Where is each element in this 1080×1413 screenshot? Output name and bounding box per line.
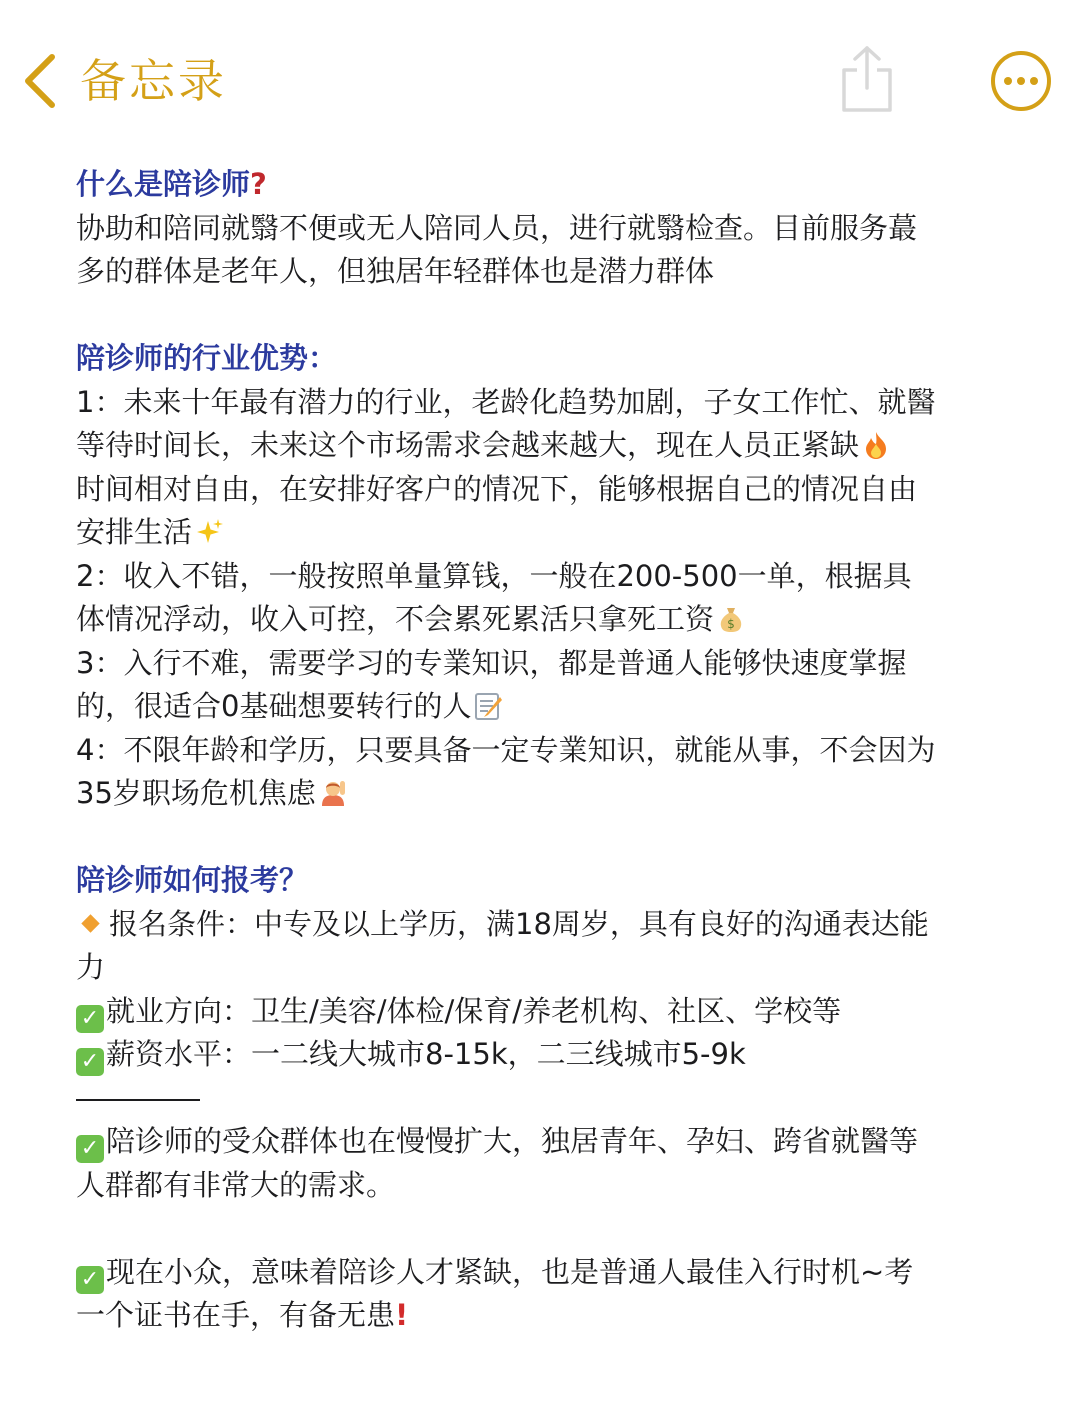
check-mark-icon: ✓ [76,1135,104,1163]
list-item: ✓ 现在小众，意味着陪诊人才紧缺，也是普通人最佳入行时机~考 [76,1251,1016,1295]
list-item: 报名条件：中专及以上学历，满18周岁，具有良好的沟通表达能 [76,903,1016,947]
section-heading: 陪诊师的行业优势： [76,341,338,375]
note-body[interactable] [76,163,1016,1338]
note-line: 力 [76,950,106,984]
back-label: 备忘录 [80,54,227,108]
check-mark-icon: ✓ [76,1266,104,1294]
chevron-left-icon [22,53,58,109]
note-line: 3：入行不难，需要学习的专業知识，都是普通人能够快速度掌握 [76,645,907,680]
share-icon [838,44,896,114]
question-mark-icon: ? [250,167,267,201]
note-line: 多的群体是老年人，但独居年轻群体也是潜力群体 [76,254,715,288]
divider [76,1077,1016,1121]
note-line: 1：未来十年最有潜力的行业，老龄化趋势加剧，子女工作忙、就醫 [76,384,936,419]
note-line: 协助和陪同就翳不便或无人陪同人员，进行就翳检查。目前服务蕞 [76,210,918,245]
navigation-bar [0,0,1080,150]
list-item: ✓ 薪资水平：一二线大城市8-15k，二三线城市5-9k [76,1033,1016,1077]
note-line: 等待时间长，未来这个市场需求会越来越大，现在人员正紧缺 [76,424,1016,468]
note-line: 人群都有非常大的需求。 [76,1167,396,1202]
note-line: 体情况浮动，收入可控，不会累死累活只拿死工资 $ [76,598,1016,642]
more-options-button[interactable] [990,50,1052,116]
note-line: 一个证书在手，有备无患! [76,1298,409,1332]
note-line: 35岁职场危机焦虑 [76,772,1016,816]
section-heading: 什么是陪诊师? [76,167,267,201]
section-heading: 陪诊师如何报考？ [76,863,309,897]
fire-emoji-icon [861,430,891,460]
note-line: 时间相对自由，在安排好客户的情况下，能够根据自己的情况自由 [76,471,918,506]
list-item: ✓ 陪诊师的受众群体也在慢慢扩大，独居青年、孕妇、跨省就醫等 [76,1120,1016,1164]
svg-text:$: $ [727,617,735,631]
list-item: ✓ 就业方向：卫生/美容/体检/保育/养老机构、社区、学校等 [76,990,1016,1034]
person-raising-hand-emoji-icon [318,778,348,808]
share-button[interactable] [838,44,896,118]
money-bag-emoji-icon [716,604,746,634]
ellipsis-circle-icon [990,50,1052,112]
check-mark-icon: ✓ [76,1048,104,1076]
memo-emoji-icon [473,691,503,721]
note-line: 2：收入不错，一般按照单量算钱，一般在200-500一单，根据具 [76,558,912,593]
note-line: 的，很适合0基础想要转行的人 [76,685,1016,729]
orange-diamond-icon [81,914,99,932]
exclamation-mark-icon: ! [395,1298,409,1332]
note-line: 安排生活 [76,511,1016,555]
note-line: 4：不限年龄和学历，只要具备一定专業知识，就能从事，不会因为 [76,732,936,767]
back-button[interactable] [22,50,227,112]
sparkles-emoji-icon [194,517,224,547]
check-mark-icon: ✓ [76,1005,104,1033]
